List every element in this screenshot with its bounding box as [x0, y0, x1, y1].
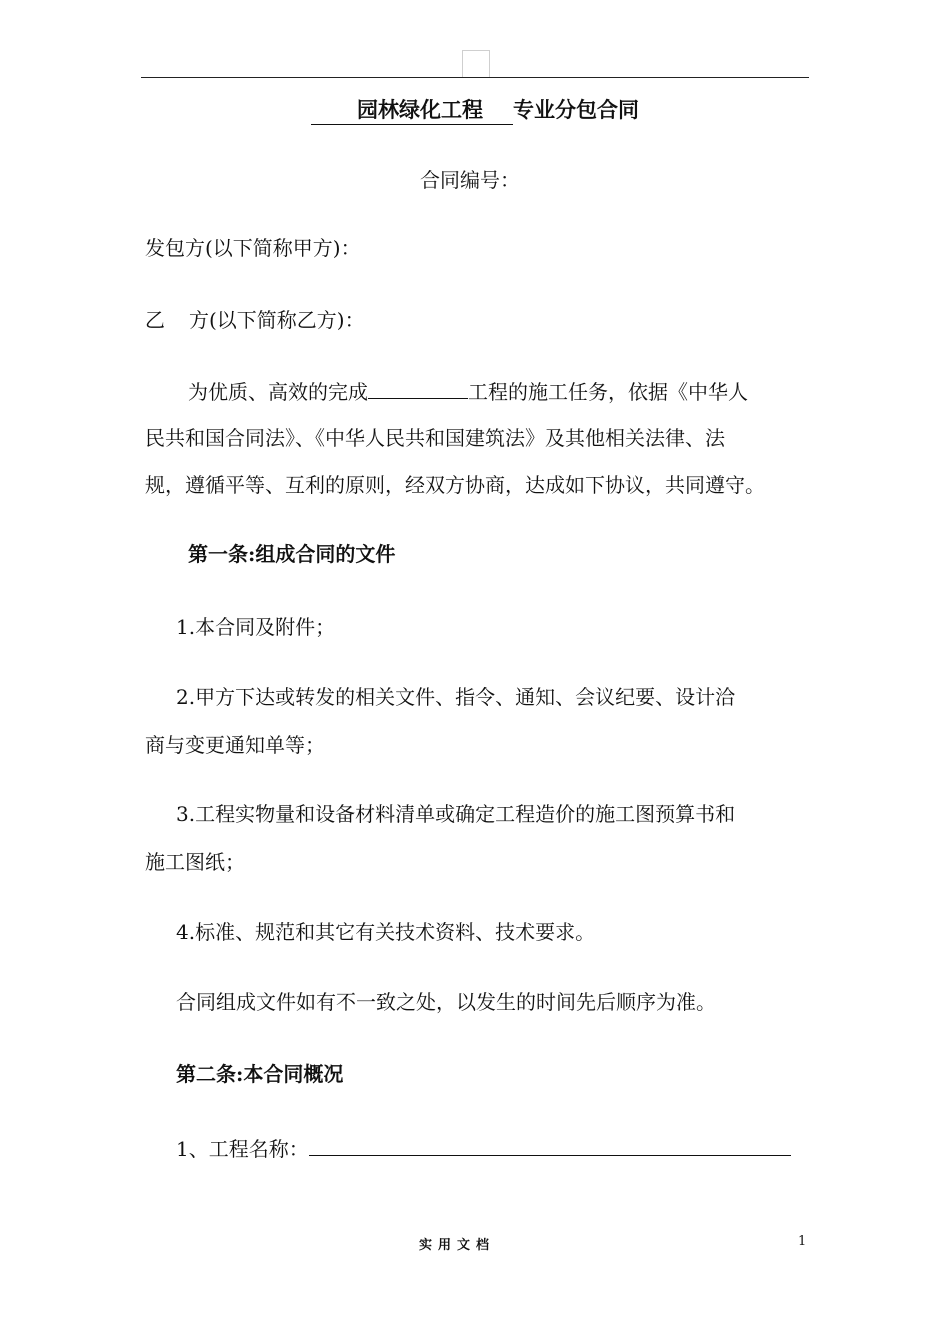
contract-number-label: 合同编号： [420, 168, 520, 192]
contract-title [0, 96, 950, 125]
title-suffix: 专业分包合同 [513, 97, 639, 122]
article-1-item-2-line-1: 2.甲方下达或转发的相关文件、指令、通知、会议纪要、设计洽 [176, 685, 736, 709]
article-2-item-1 [176, 1133, 791, 1163]
article-1-heading: 第一条:组成合同的文件 [188, 542, 396, 566]
article-1-note: 合同组成文件如有不一致之处，以发生的时间先后顺序为准。 [176, 990, 716, 1014]
header-rule [141, 77, 809, 78]
party-b-char: 乙 [145, 308, 165, 332]
page-number: 1 [798, 1234, 807, 1249]
intro-line-1 [188, 376, 748, 406]
article-1-item-3-line-1: 3.工程实物量和设备材料清单或确定工程造价的施工图预算书和 [176, 802, 736, 826]
party-a-label: 发包方(以下简称甲方)： [145, 236, 361, 260]
title-project-name: 园林绿化工程 [311, 96, 513, 125]
header-corner-mark [462, 50, 490, 77]
project-blank [368, 376, 468, 399]
article-1-item-4: 4.标准、规范和其它有关技术资料、技术要求。 [176, 920, 596, 944]
intro-line-2: 民共和国合同法》、《中华人民共和国建筑法》及其他相关法律、法 [145, 426, 725, 450]
project-name-blank [309, 1133, 791, 1156]
intro-line-3: 规，遵循平等、互利的原则，经双方协商，达成如下协议，共同遵守。 [145, 473, 765, 497]
article-1-item-3-line-2: 施工图纸； [145, 850, 245, 874]
intro-line-1b: 工程的施工任务，依据《中华人 [468, 380, 748, 404]
article-1-item-1: 1.本合同及附件； [176, 615, 336, 639]
party-b-rest: 方(以下简称乙方)： [189, 308, 365, 332]
intro-line-1a: 为优质、高效的完成 [188, 380, 368, 404]
footer-text: 实用文档 [419, 1238, 496, 1253]
article-1-item-2-line-2: 商与变更通知单等； [145, 733, 325, 757]
party-b-label [145, 306, 365, 334]
article-2-heading: 第二条:本合同概况 [176, 1062, 344, 1086]
project-name-label: 1、工程名称： [176, 1137, 309, 1161]
